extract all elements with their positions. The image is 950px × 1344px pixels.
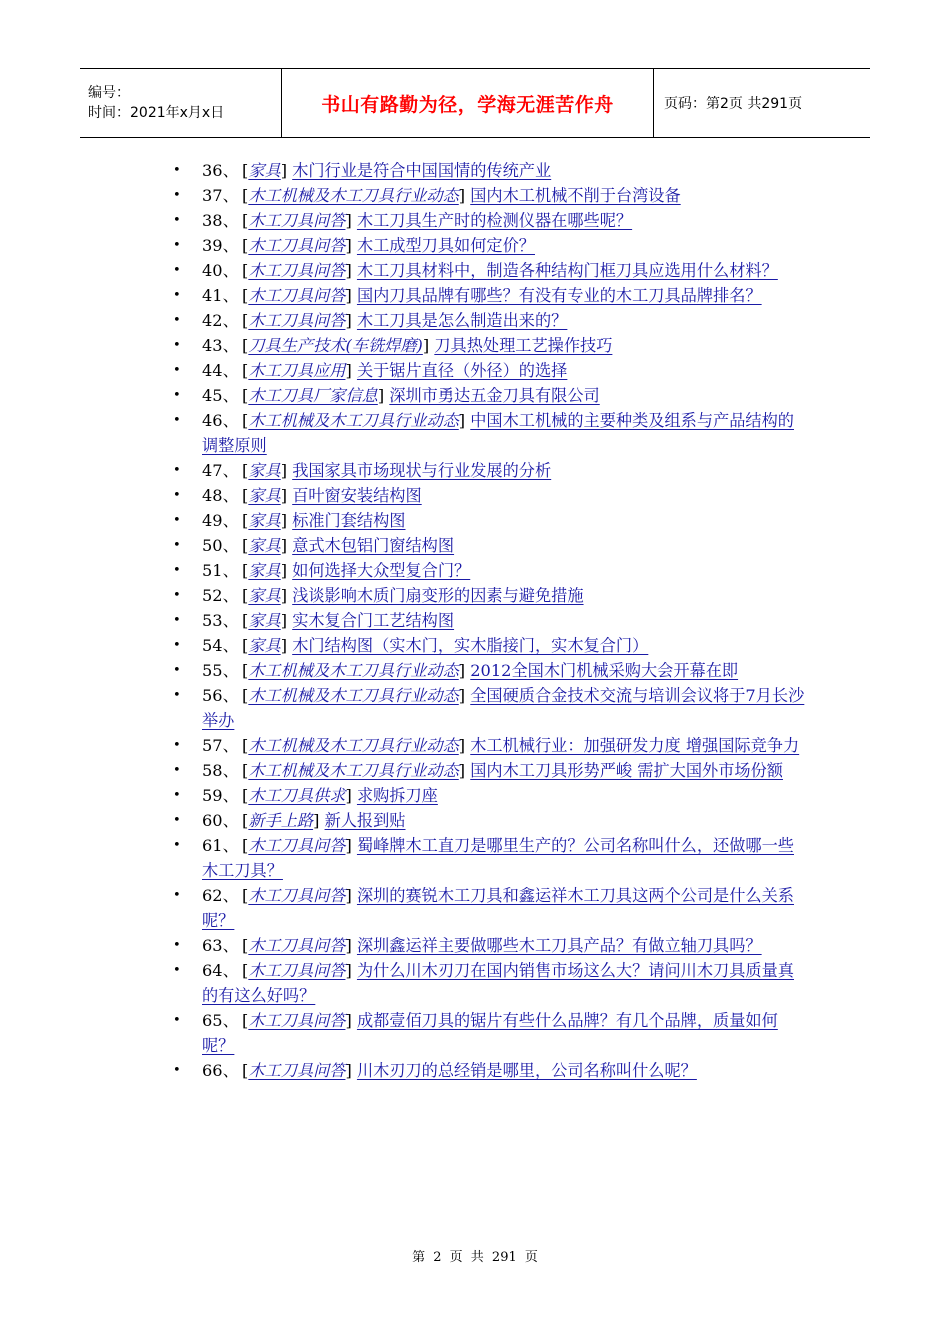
open-bracket: [ (242, 161, 249, 180)
list-item (0, 733, 806, 758)
item-number: 44、 (202, 361, 239, 380)
bullet-icon: • (173, 188, 181, 203)
list-item (0, 408, 806, 458)
article-link[interactable]: 木工刀具是怎么制造出来的？ (356, 311, 568, 330)
category-link[interactable]: 木工机械及木工刀具行业动态 (248, 186, 459, 205)
open-bracket: [ (242, 636, 249, 655)
bullet-icon: • (173, 488, 181, 503)
category-link[interactable]: 家具 (248, 586, 281, 605)
category-link[interactable]: 木工刀具问答 (248, 836, 346, 855)
list-item (0, 583, 806, 608)
category-link[interactable]: 家具 (248, 611, 281, 630)
close-bracket: ] (313, 811, 320, 830)
article-link[interactable]: 新人报到贴 (324, 811, 406, 830)
item-number: 55、 (202, 661, 239, 680)
page-label: 页码：第2页 共291页 (664, 96, 803, 112)
article-link[interactable]: 全国硬质合金技术交流与培训会议将于7月长沙举办 (202, 686, 805, 730)
open-bracket: [ (242, 611, 249, 630)
list-item (0, 958, 806, 1008)
bullet-icon: • (173, 413, 181, 428)
open-bracket: [ (242, 361, 249, 380)
item-number: 40、 (202, 261, 239, 280)
open-bracket: [ (242, 261, 249, 280)
close-bracket: ] (458, 736, 466, 755)
category-link[interactable]: 木工刀具问答 (248, 286, 346, 305)
item-number: 61、 (202, 836, 239, 855)
item-number: 64、 (202, 961, 239, 980)
close-bracket: ] (345, 261, 352, 280)
open-bracket: [ (242, 486, 249, 505)
item-number: 41、 (202, 286, 239, 305)
close-bracket: ] (280, 511, 288, 530)
bullet-icon: • (173, 613, 181, 628)
close-bracket: ] (458, 661, 466, 680)
bullet-icon: • (173, 663, 181, 678)
article-list (0, 158, 950, 1083)
category-link[interactable]: 木工刀具问答 (248, 236, 346, 255)
close-bracket: ] (458, 411, 466, 430)
list-item (0, 258, 806, 283)
item-number: 37、 (202, 186, 239, 205)
list-item (0, 183, 806, 208)
category-link[interactable]: 家具 (248, 161, 281, 180)
article-link[interactable]: 深圳鑫运祥主要做哪些木工刀具产品？有做立轴刀具吗？ (356, 936, 762, 955)
article-link[interactable]: 木工刀具生产时的检测仪器在哪些呢？ (356, 211, 633, 230)
open-bracket: [ (242, 961, 249, 980)
item-number: 62、 (202, 886, 239, 905)
list-item (0, 758, 806, 783)
article-link[interactable]: 标准门套结构图 (292, 511, 406, 530)
open-bracket: [ (242, 836, 249, 855)
close-bracket: ] (458, 686, 466, 705)
item-number: 42、 (202, 311, 239, 330)
bullet-icon: • (173, 388, 181, 403)
category-link[interactable]: 木工刀具问答 (248, 211, 346, 230)
bullet-icon: • (173, 688, 181, 703)
list-item (0, 358, 806, 383)
bullet-icon: • (173, 538, 181, 553)
close-bracket: ] (345, 211, 352, 230)
bullet-icon: • (173, 338, 181, 353)
list-item (0, 608, 806, 633)
bullet-icon: • (173, 763, 181, 778)
bullet-icon: • (173, 588, 181, 603)
close-bracket: ] (345, 961, 352, 980)
category-link[interactable]: 新手上路 (248, 811, 314, 830)
list-item (0, 633, 806, 658)
category-link[interactable]: 木工机械及木工刀具行业动态 (248, 686, 459, 705)
article-link[interactable]: 深圳的赛锐木工刀具和鑫运祥木工刀具这两个公司是什么关系呢？ (202, 886, 794, 930)
item-number: 60、 (202, 811, 239, 830)
item-number: 43、 (202, 336, 239, 355)
list-item (0, 658, 806, 683)
article-link[interactable]: 木工刀具材料中，制造各种结构门框刀具应选用什么材料？ (356, 261, 778, 280)
close-bracket: ] (280, 586, 288, 605)
bullet-icon: • (173, 1063, 181, 1078)
open-bracket: [ (242, 686, 249, 705)
bullet-icon: • (173, 963, 181, 978)
list-item (0, 508, 806, 533)
motto: 书山有路勤为径，学海无涯苦作舟 (321, 93, 614, 116)
item-number: 65、 (202, 1011, 239, 1030)
list-item (0, 783, 806, 808)
close-bracket: ] (345, 361, 352, 380)
category-link[interactable]: 木工机械及木工刀具行业动态 (248, 761, 459, 780)
category-link[interactable]: 家具 (248, 636, 281, 655)
article-link[interactable]: 浅谈影响木质门扇变形的因素与避免措施 (292, 586, 584, 605)
category-link[interactable]: 家具 (248, 486, 281, 505)
close-bracket: ] (345, 936, 352, 955)
bullet-icon: • (173, 1013, 181, 1028)
open-bracket: [ (242, 561, 249, 580)
open-bracket: [ (242, 811, 249, 830)
close-bracket: ] (345, 236, 352, 255)
close-bracket: ] (345, 886, 352, 905)
number-label: 编号： (88, 85, 130, 101)
article-link[interactable]: 百叶窗安装结构图 (292, 486, 422, 505)
list-item (0, 158, 806, 183)
category-link[interactable]: 木工刀具应用 (248, 361, 346, 380)
open-bracket: [ (242, 286, 249, 305)
close-bracket: ] (280, 161, 288, 180)
article-link[interactable]: 木工机械行业：加强研发力度 增强国际竞争力 (470, 736, 800, 755)
item-number: 36、 (202, 161, 239, 180)
open-bracket: [ (242, 236, 249, 255)
list-item (0, 533, 806, 558)
item-number: 52、 (202, 586, 239, 605)
page-footer: 第 2 页 共 291 页 (412, 1250, 538, 1265)
bullet-icon: • (173, 738, 181, 753)
close-bracket: ] (280, 461, 288, 480)
bullet-icon: • (173, 563, 181, 578)
open-bracket: [ (242, 1061, 249, 1080)
close-bracket: ] (345, 836, 352, 855)
bullet-icon: • (173, 888, 181, 903)
category-link[interactable]: 木工刀具问答 (248, 261, 346, 280)
list-item (0, 208, 806, 233)
item-number: 56、 (202, 686, 239, 705)
item-number: 46、 (202, 411, 239, 430)
bullet-icon: • (173, 513, 181, 528)
close-bracket: ] (345, 786, 352, 805)
open-bracket: [ (242, 936, 249, 955)
list-item (0, 883, 806, 933)
open-bracket: [ (242, 761, 249, 780)
bullet-icon: • (173, 788, 181, 803)
list-item (0, 808, 806, 833)
open-bracket: [ (242, 786, 249, 805)
list-item (0, 683, 806, 733)
bullet-icon: • (173, 163, 181, 178)
list-item (0, 333, 806, 358)
article-link[interactable]: 刀具热处理工艺操作技巧 (434, 336, 613, 355)
bullet-icon: • (173, 288, 181, 303)
open-bracket: [ (242, 586, 249, 605)
bullet-icon: • (173, 813, 181, 828)
close-bracket: ] (345, 311, 352, 330)
article-link[interactable]: 木门行业是符合中国国情的传统产业 (292, 161, 552, 180)
article-link[interactable]: 实木复合门工艺结构图 (292, 611, 455, 630)
category-link[interactable]: 木工机械及木工刀具行业动态 (248, 411, 459, 430)
bullet-icon: • (173, 238, 181, 253)
close-bracket: ] (280, 486, 288, 505)
close-bracket: ] (345, 1011, 352, 1030)
list-item (0, 233, 806, 258)
open-bracket: [ (242, 511, 249, 530)
item-number: 50、 (202, 536, 239, 555)
article-link[interactable]: 成都壹佰刀具的锯片有些什么品牌？有几个品牌，质量如何呢？ (202, 1011, 778, 1055)
article-link[interactable]: 求购拆刀座 (356, 786, 438, 805)
item-number: 59、 (202, 786, 239, 805)
bullet-icon: • (173, 638, 181, 653)
date-label: 时间：2021年x月x日 (88, 105, 225, 121)
header-info (80, 69, 282, 137)
close-bracket: ] (345, 286, 352, 305)
category-link[interactable]: 木工刀具问答 (248, 961, 346, 980)
item-number: 58、 (202, 761, 239, 780)
list-item (0, 383, 806, 408)
article-link[interactable]: 2012全国木门机械采购大会开幕在即 (470, 661, 739, 680)
open-bracket: [ (242, 211, 249, 230)
article-link[interactable]: 为什么川木刃刀在国内销售市场这么大？请问川木刀具质量真的有这么好吗？ (202, 961, 794, 1005)
list-item (0, 483, 806, 508)
article-link[interactable]: 川木刃刀的总经销是哪里，公司名称叫什么呢？ (356, 1061, 697, 1080)
close-bracket: ] (377, 386, 385, 405)
list-item (0, 558, 806, 583)
article-link[interactable]: 深圳市勇达五金刀具有限公司 (389, 386, 600, 405)
header-motto-cell (282, 69, 654, 137)
category-link[interactable]: 木工刀具问答 (248, 1061, 346, 1080)
article-link[interactable]: 中国木工机械的主要种类及组系与产品结构的调整原则 (202, 411, 794, 455)
category-link[interactable]: 刀具生产技术(车铣焊磨) (248, 336, 423, 355)
article-link[interactable]: 如何选择大众型复合门？ (292, 561, 471, 580)
item-number: 63、 (202, 936, 239, 955)
open-bracket: [ (242, 736, 249, 755)
article-link[interactable]: 我国家具市场现状与行业发展的分析 (292, 461, 552, 480)
category-link[interactable]: 家具 (248, 536, 281, 555)
article-link[interactable]: 关于锯片直径（外径）的选择 (356, 361, 568, 380)
open-bracket: [ (242, 886, 249, 905)
item-number: 38、 (202, 211, 239, 230)
close-bracket: ] (345, 1061, 352, 1080)
category-link[interactable]: 木工刀具厂家信息 (248, 386, 378, 405)
category-link[interactable]: 木工刀具问答 (248, 936, 346, 955)
close-bracket: ] (280, 561, 288, 580)
close-bracket: ] (458, 186, 466, 205)
bullet-icon: • (173, 313, 181, 328)
item-number: 45、 (202, 386, 239, 405)
article-link[interactable]: 国内木工机械不削于台湾设备 (470, 186, 681, 205)
category-link[interactable]: 家具 (248, 561, 281, 580)
category-link[interactable]: 木工刀具问答 (248, 1011, 346, 1030)
list-item (0, 1008, 806, 1058)
item-number: 53、 (202, 611, 239, 630)
open-bracket: [ (242, 536, 249, 555)
category-link[interactable]: 木工机械及木工刀具行业动态 (248, 661, 459, 680)
page-header (80, 68, 870, 138)
list-item (0, 1058, 806, 1083)
bullet-icon: • (173, 938, 181, 953)
open-bracket: [ (242, 661, 249, 680)
close-bracket: ] (458, 761, 466, 780)
list-item (0, 933, 806, 958)
category-link[interactable]: 家具 (248, 461, 281, 480)
close-bracket: ] (280, 611, 288, 630)
item-number: 49、 (202, 511, 239, 530)
item-number: 39、 (202, 236, 239, 255)
item-number: 51、 (202, 561, 239, 580)
article-link[interactable]: 木工成型刀具如何定价？ (356, 236, 535, 255)
open-bracket: [ (242, 411, 249, 430)
open-bracket: [ (242, 1011, 249, 1030)
article-link[interactable]: 意式木包铝门窗结构图 (292, 536, 455, 555)
item-number: 47、 (202, 461, 239, 480)
item-number: 57、 (202, 736, 239, 755)
bullet-icon: • (173, 463, 181, 478)
bullet-icon: • (173, 838, 181, 853)
close-bracket: ] (280, 636, 288, 655)
list-item (0, 833, 806, 883)
article-link[interactable]: 国内刀具品牌有哪些？有没有专业的木工刀具品牌排名？ (356, 286, 762, 305)
category-link[interactable]: 木工刀具问答 (248, 886, 346, 905)
category-link[interactable]: 木工刀具问答 (248, 311, 346, 330)
article-link[interactable]: 蜀峰牌木工直刀是哪里生产的？公司名称叫什么，还做哪一些木工刀具？ (202, 836, 794, 880)
bullet-icon: • (173, 213, 181, 228)
category-link[interactable]: 家具 (248, 511, 281, 530)
open-bracket: [ (242, 461, 249, 480)
category-link[interactable]: 木工机械及木工刀具行业动态 (248, 736, 459, 755)
article-link[interactable]: 国内木工刀具形势严峻 需扩大国外市场份额 (470, 761, 783, 780)
list-item (0, 458, 806, 483)
open-bracket: [ (242, 311, 249, 330)
item-number: 48、 (202, 486, 239, 505)
close-bracket: ] (280, 536, 288, 555)
item-number: 66、 (202, 1061, 239, 1080)
category-link[interactable]: 木工刀具供求 (248, 786, 346, 805)
open-bracket: [ (242, 186, 249, 205)
item-number: 54、 (202, 636, 239, 655)
header-page-cell (654, 69, 870, 137)
bullet-icon: • (173, 363, 181, 378)
bullet-icon: • (173, 263, 181, 278)
open-bracket: [ (242, 336, 249, 355)
list-item (0, 308, 806, 333)
close-bracket: ] (422, 336, 430, 355)
list-item (0, 283, 806, 308)
open-bracket: [ (242, 386, 249, 405)
article-link[interactable]: 木门结构图（实木门，实木脂接门，实木复合门） (292, 636, 649, 655)
